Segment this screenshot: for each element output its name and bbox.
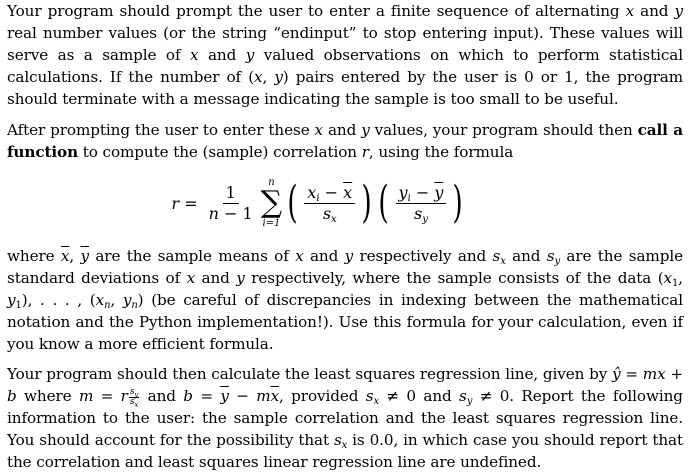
text: where (16, 387, 79, 405)
text: values, your program should then (369, 121, 638, 139)
text: is 0.0, in which case you should report that the correlation and least squares linear regression line are undefined. (7, 431, 683, 471)
formula-y-standardized: $\frac{y_i - \overline{y}}{s_y}$ (396, 184, 447, 223)
formula-x-standardized: $\frac{x_i - \overline{x}}{s_x}$ (304, 184, 355, 223)
text: . Report the following information to the user: the sample correlation and the least squares regression line. You should account for the possibility that (7, 387, 683, 449)
formula-coefficient: $\frac{1}{n - 1}$ (208, 182, 253, 223)
text: pairs entered by the user is 0 or 1, the program should terminate with a message indicating the sample is too small to be useful. (7, 68, 683, 108)
text: and (634, 2, 675, 20)
paragraph-intro (7, 0, 683, 110)
text: real number values (or the string “endinput” to stop entering input). These values will serve as a sample of (7, 24, 683, 64)
text: are the sample means of (88, 247, 296, 265)
text: and (303, 247, 345, 265)
text: (be careful of discrepancies in indexing between the mathematical notation and the Python implementation!). Use this formula for your calculation, even if you know a more efficient formula. (7, 291, 683, 353)
text: respectively and (353, 247, 493, 265)
text: are the sample standard deviations of (7, 247, 683, 287)
text: After prompting the user to enter these (7, 121, 315, 139)
text: and (323, 121, 362, 139)
math-x: x (314, 121, 324, 139)
summation-symbol: n ∑ i=1 (260, 177, 283, 229)
math-pair: (x, y) (248, 68, 289, 86)
bold-call-a-function: call a function (7, 121, 683, 161)
text: , using the formula (368, 143, 514, 161)
math-y: y (245, 46, 255, 64)
text: Your program should prompt the user to enter a finite sequence of alternating (7, 2, 626, 20)
text: to compute the (sample) correlation (78, 143, 362, 161)
math-x: x (625, 2, 635, 20)
text: and (140, 387, 184, 405)
text: and (415, 387, 460, 405)
text: valued observations on which to perform statistical calculations. If the number of (7, 46, 683, 86)
text: Your program should then calculate the least squares regression line, given by (7, 365, 613, 383)
paragraph-definitions: where $\overline{x}$, $\overline{y}$ are the sample means of x and y respectively and $s_x$ and $s_y$ are the sample standard deviations of x and y respectively, where the sample consists of the data ($x_1$, $y_1$), . . . , ($x_n$, $y_n$) (be careful of discrepancies in indexing between the mathematical notation and the Python implementation!). Use this formula for your calculation, even if you know a more efficient formula. (7, 247, 684, 353)
formula-lhs: r (171, 193, 180, 213)
text: and (505, 247, 547, 265)
text: and (195, 269, 237, 287)
math-y: y (361, 121, 370, 139)
math-x: x (190, 46, 199, 64)
paragraph-regression: Your program should then calculate the least squares regression line, given by ŷ = mx + b where m = r $\frac{s_y}{s_x}$ and $b = \overline{y} - m\overline{x}$, provided $s_x \ne 0$ and $s_y \ne 0$. Report the following information to the user: the sample correlation and the least squares regression line. You should account for the possibility that $s_x$ is 0.0, in which case you should report that the correlation and least squares linear regression line are undefined. (7, 365, 684, 471)
text: and (198, 46, 246, 64)
text: respectively, where the sample consists of the data (244, 269, 658, 287)
math-y: y (674, 2, 683, 20)
correlation-formula: r = $\frac{1}{n - 1}$ n ∑ i=1 ( $\frac{x_i - \overline{x}}{s_x}$ ) ( $\frac{y_i - \overline{y}}{s_y}$ ) (171, 177, 464, 229)
text: where (7, 247, 61, 265)
text: , provided (279, 387, 366, 405)
math-r: r (361, 143, 369, 161)
paragraph-correlation (7, 119, 683, 163)
